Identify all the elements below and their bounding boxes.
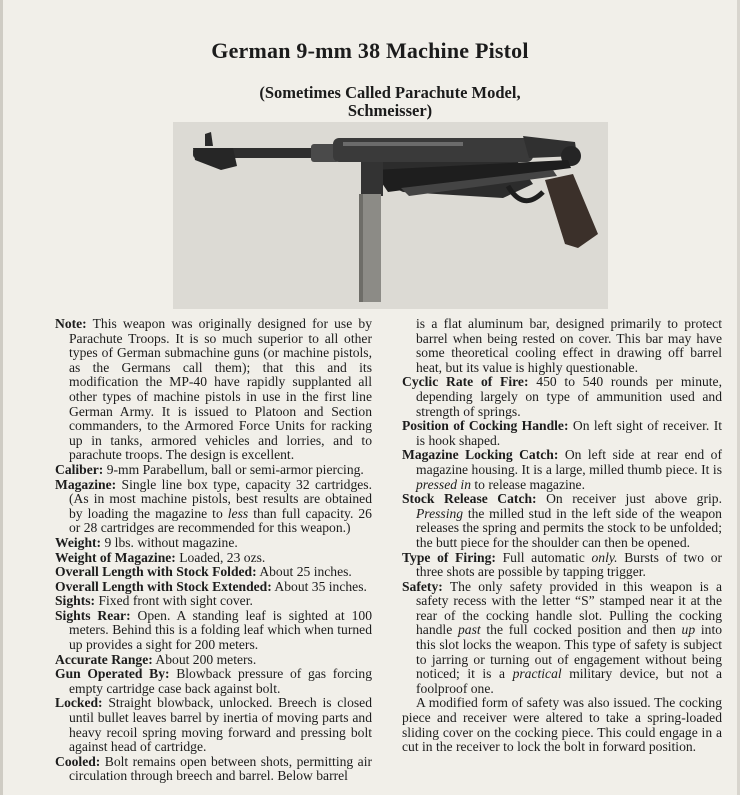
magazine-text-b: than full capacity. 26 or 28 cartridges are recommended for this weapon.)	[69, 505, 372, 536]
type-of-firing-paragraph	[402, 551, 722, 580]
page-subtitle	[0, 84, 740, 120]
accurate-range-label: Accurate Range:	[55, 651, 153, 667]
weight-paragraph	[55, 536, 372, 551]
sights-rear-paragraph	[55, 609, 372, 653]
cooled-paragraph	[55, 755, 372, 784]
note-label: Note:	[55, 316, 87, 331]
gun-operated-text: Blowback pressure of gas forcing empty cartridge case back against bolt.	[69, 666, 372, 696]
accurate-range-text: About 200 meters.	[155, 651, 257, 667]
sights-rear-text: Open. A standing leaf is sighted at 100 meters. Behind this is a folding leaf which when turned up provides a sight for 200 meters.	[69, 607, 372, 653]
type-of-firing-only: only.	[591, 549, 618, 565]
stock-release-label: Stock Release Catch:	[402, 491, 537, 507]
locked-paragraph	[55, 696, 372, 754]
cooled-text: Bolt remains open between shots, permitting air circulation through breech and barrel. Below barrel	[69, 753, 372, 784]
stock-release-text-a: On receiver just above grip.	[546, 491, 722, 507]
length-folded-text: About 25 inches.	[259, 564, 352, 580]
magazine-catch-label: Magazine Locking Catch:	[402, 447, 559, 463]
safety-up: up	[681, 622, 696, 638]
note-text: This weapon was originally designed for use by Parachute Troops. It is so much superior to all other types of German submachine guns (or machine pistols, as the Germans call them); that this and its modification the MP-40 have rapidly supplanted all other types of machine pistols in use in the first line German Army. It is issued to Platoon and Section commanders, to the Armored Force Units for racking up in tanks, armored vehicles and lorries, and to parachute troops. The design is excellent.	[69, 316, 372, 463]
safety-label: Safety:	[402, 578, 443, 594]
right-column	[402, 317, 722, 755]
left-column	[55, 317, 372, 784]
modified-safety-paragraph: A modified form of safety was also issued. The cocking piece and receiver were altered to take a spring-loaded sliding cover on the cocking piece. This could engage in a cut in the receiver to lock the bolt in forward position.	[402, 695, 722, 755]
sights-text: Fixed front with sight cover.	[98, 593, 253, 609]
magazine-less: less	[227, 505, 249, 521]
type-of-firing-text-a: Full automatic	[502, 549, 585, 565]
magazine-paragraph	[55, 478, 372, 536]
cooled-continuation: is a flat aluminum bar, designed primarily to protect barrel when being rested on cover. This bar may have some theoretical cooling effect in drawing off barrel heat, but its value is highly questionable.	[416, 316, 722, 375]
sights-paragraph	[55, 594, 372, 609]
safety-text-d: military device, but not a foolproof one.	[416, 666, 722, 696]
safety-text-c: into this slot locks the weapon. This type of safety is subject to jarring or turning out of engagement without being noticed; it is a	[416, 622, 723, 682]
magazine-catch-text-a: On left side at rear end of magazine housing. It is a large, milled thumb piece. It is	[416, 447, 722, 477]
cyclic-rate-label: Cyclic Rate of Fire:	[402, 374, 529, 390]
magazine-text-a: Single line box type, capacity 32 cartridges. (As in most machine pistols, best results are obtained by loading the magazine to	[69, 476, 373, 521]
gun-operated-label: Gun Operated By:	[55, 666, 170, 682]
caliber-paragraph	[55, 463, 372, 478]
length-extended-text: About 35 inches.	[274, 578, 367, 594]
weight-text: 9 lbs. without magazine.	[104, 534, 238, 550]
cocking-handle-label: Position of Cocking Handle:	[402, 418, 569, 434]
stock-release-paragraph	[402, 492, 722, 550]
weight-magazine-paragraph	[55, 551, 372, 566]
magazine-catch-pressed-in: pressed in	[416, 476, 471, 492]
length-extended-label: Overall Length with Stock Extended:	[55, 578, 272, 594]
accurate-range-paragraph	[55, 653, 372, 668]
type-of-firing-text-b: Bursts of two or three shots are possible by tapping trigger.	[416, 549, 723, 580]
sights-rear-label: Sights Rear:	[55, 607, 131, 623]
weight-magazine-label: Weight of Magazine:	[55, 549, 176, 565]
machine-pistol-illustration	[173, 122, 608, 309]
type-of-firing-label: Type of Firing:	[402, 549, 496, 565]
safety-practical: practical	[512, 666, 562, 682]
stock-release-text-b: the milled stud in the left side of the weapon releases the spring and permits the stock to be unfolded; the butt piece for the shoulder can then be opened.	[416, 505, 722, 550]
magazine-catch-text-b: to release magazine.	[474, 476, 585, 492]
page-title: German 9-mm 38 Machine Pistol	[211, 38, 529, 63]
magazine-catch-paragraph	[402, 448, 722, 492]
cocking-handle-paragraph	[402, 419, 722, 448]
stock-release-pressing: Pressing	[416, 505, 464, 521]
length-folded-paragraph	[55, 565, 372, 580]
safety-paragraph	[402, 580, 722, 697]
locked-label: Locked:	[55, 695, 103, 711]
caliber-text: 9-mm Parabellum, ball or semi-armor piercing.	[106, 461, 364, 477]
note-paragraph	[55, 317, 372, 463]
cocking-handle-text: On left sight of receiver. It is hook shaped.	[416, 418, 722, 448]
gun-operated-paragraph	[55, 667, 372, 696]
cyclic-rate-text: 450 to 540 rounds per minute, depending largely on type of ammunition used and strength of springs.	[416, 374, 722, 419]
subtitle-line-2: Schmeisser)	[347, 101, 433, 120]
caliber-label: Caliber:	[55, 461, 104, 477]
safety-past: past	[457, 622, 481, 638]
cooled-label: Cooled:	[55, 753, 101, 769]
subtitle-line-1: (Sometimes Called Parachute Model,	[259, 83, 521, 102]
locked-text: Straight blowback, unlocked. Breech is closed until bullet leaves barrel by inertia of moving parts and heavy recoil spring moving forward and pressing bolt against head of cartridge.	[69, 695, 373, 755]
safety-text-b: the full cocked position and then	[486, 622, 676, 638]
weight-label: Weight:	[55, 534, 102, 550]
machine-pistol-photo	[173, 122, 608, 309]
cyclic-rate-paragraph	[402, 375, 722, 419]
weight-magazine-text: Loaded, 23 ozs.	[179, 549, 266, 565]
length-extended-paragraph	[55, 580, 372, 595]
length-folded-label: Overall Length with Stock Folded:	[55, 564, 257, 580]
sights-label: Sights:	[55, 593, 96, 609]
safety-text-a: The only safety provided in this weapon is a safety recess with the letter “S” stamped near it at the rear of the cocking handle slot. Pulling the cocking handle	[416, 578, 723, 638]
magazine-label: Magazine:	[55, 476, 117, 492]
